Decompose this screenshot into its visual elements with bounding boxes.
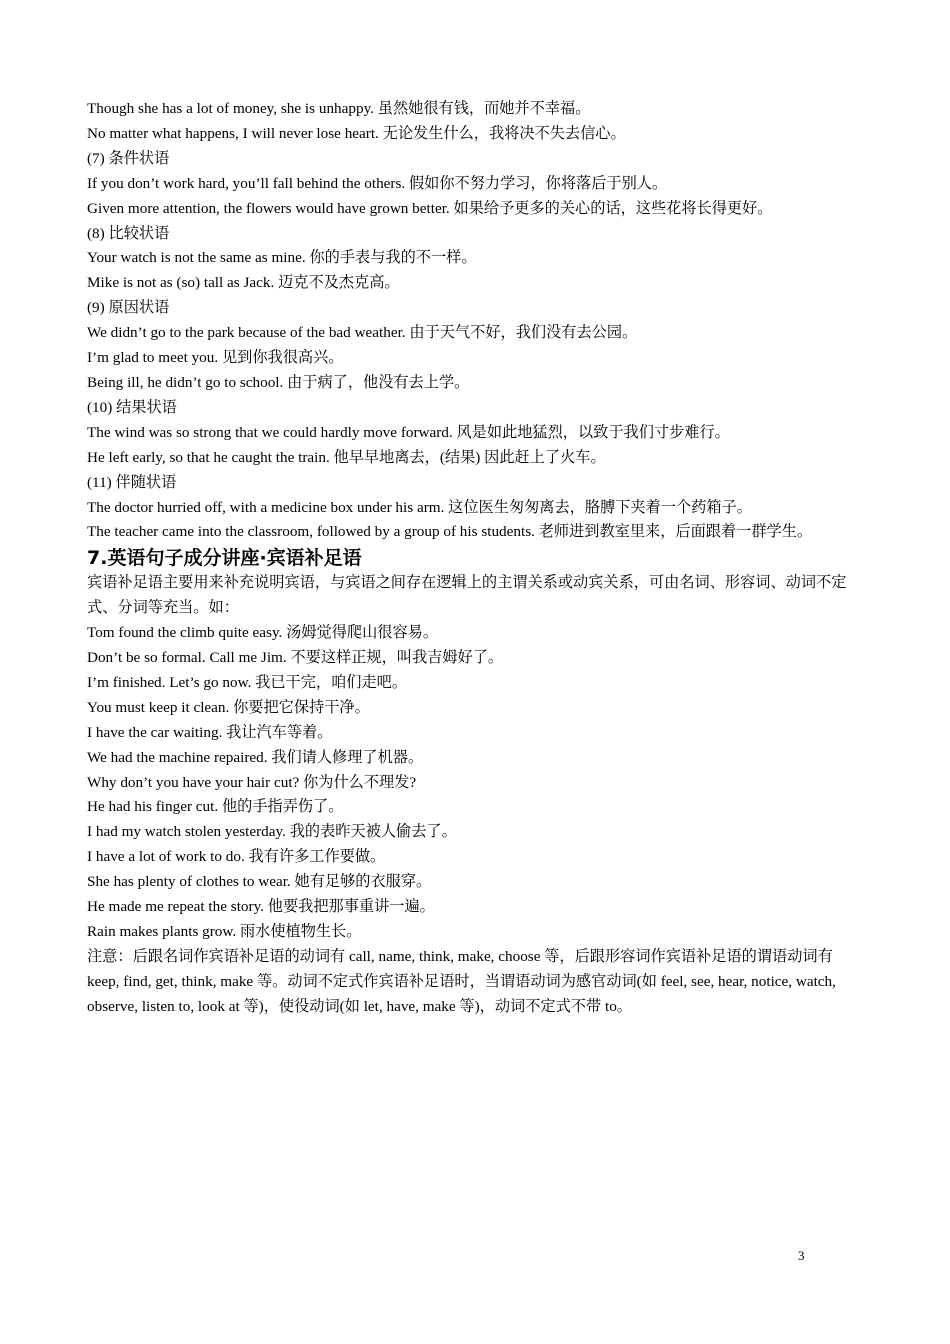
example-line: We had the machine repaired. 我们请人修理了机器。 bbox=[87, 748, 424, 766]
text-paragraph: The teacher came into the classroom, followed by a group of his students. 老师进到教室里来，后面跟着一群学生。 bbox=[87, 523, 813, 541]
page-number: 3 bbox=[798, 1248, 805, 1263]
subsection-label: (9) 原因状语 bbox=[87, 299, 170, 317]
example-line: Tom found the climb quite easy. 汤姆觉得爬山很容易。 bbox=[87, 624, 439, 642]
subsection-label: (10) 结果状语 bbox=[87, 398, 177, 416]
text-line: We didn’t go to the park because of the bad weather. 由于天气不好，我们没有去公园。 bbox=[87, 324, 638, 342]
example-line: She has plenty of clothes to wear. 她有足够的衣服穿。 bbox=[87, 873, 432, 891]
section-heading: 7.英语句子成分讲座·宾语补足语 bbox=[87, 547, 362, 570]
note-paragraph: 注意：后跟名词作宾语补足语的动词有 call, name, think, make, choose 等，后跟形容词作宾语补足语的谓语动词有 keep, find, get, think, make 等。动词不定式作宾语补足语时，当谓语动词为感官动词(如 feel, see, hear, notice, watch, observe, listen to, look at 等)，使役动词(如 let, have, make 等)，动词不定式不带 to。 bbox=[87, 947, 836, 1015]
subsection-label: (8) 比较状语 bbox=[87, 224, 170, 242]
example-line: He had his finger cut. 他的手指弄伤了。 bbox=[87, 798, 344, 816]
intro-paragraph: 宾语补足语主要用来补充说明宾语，与宾语之间存在逻辑上的主谓关系或动宾关系，可由名词、形容词、动词不定式、分词等充当。如： bbox=[87, 574, 847, 617]
example-line: Why don’t you have your hair cut? 你为什么不理发? bbox=[87, 773, 417, 791]
example-line: Don’t be so formal. Call me Jim. 不要这样正规，叫我吉姆好了。 bbox=[87, 649, 504, 667]
document-page bbox=[87, 97, 857, 1020]
example-line: I have a lot of work to do. 我有许多工作要做。 bbox=[87, 848, 386, 866]
text-line: I’m glad to meet you. 见到你我很高兴。 bbox=[87, 349, 344, 367]
subsection-label: (7) 条件状语 bbox=[87, 149, 170, 167]
text-line: If you don’t work hard, you’ll fall behind the others. 假如你不努力学习，你将落后于别人。 bbox=[87, 174, 668, 192]
text-line: Though she has a lot of money, she is unhappy. 虽然她很有钱，而她并不幸福。 bbox=[87, 100, 591, 117]
example-line: Rain makes plants grow. 雨水使植物生长。 bbox=[87, 923, 362, 940]
text-line: The doctor hurried off, with a medicine box under his arm. 这位医生匆匆离去，胳膊下夹着一个药箱子。 bbox=[87, 498, 752, 516]
text-line: He left early, so that he caught the train. 他早早地离去，(结果) 因此赶上了火车。 bbox=[87, 448, 606, 466]
example-line: I had my watch stolen yesterday. 我的表昨天被人偷去了。 bbox=[87, 823, 457, 841]
example-line: You must keep it clean. 你要把它保持干净。 bbox=[87, 698, 370, 716]
subsection-label: (11) 伴随状语 bbox=[87, 473, 177, 491]
example-line: He made me repeat the story. 他要我把那事重讲一遍。 bbox=[87, 898, 435, 916]
example-line: I have the car waiting. 我让汽车等着。 bbox=[87, 723, 333, 741]
text-line: Your watch is not the same as mine. 你的手表与我的不一样。 bbox=[87, 249, 477, 267]
text-line: Being ill, he didn’t go to school. 由于病了，他没有去上学。 bbox=[87, 373, 470, 391]
text-line: The wind was so strong that we could hardly move forward. 风是如此地猛烈，以致于我们寸步难行。 bbox=[87, 423, 730, 441]
text-line: Mike is not as (so) tall as Jack. 迈克不及杰克高。 bbox=[87, 274, 400, 292]
example-line: I’m finished. Let’s go now. 我已干完，咱们走吧。 bbox=[87, 673, 408, 691]
text-line: Given more attention, the flowers would have grown better. 如果给予更多的关心的话，这些花将长得更好。 bbox=[87, 199, 773, 217]
text-line: No matter what happens, I will never lose heart. 无论发生什么，我将决不失去信心。 bbox=[87, 124, 626, 142]
